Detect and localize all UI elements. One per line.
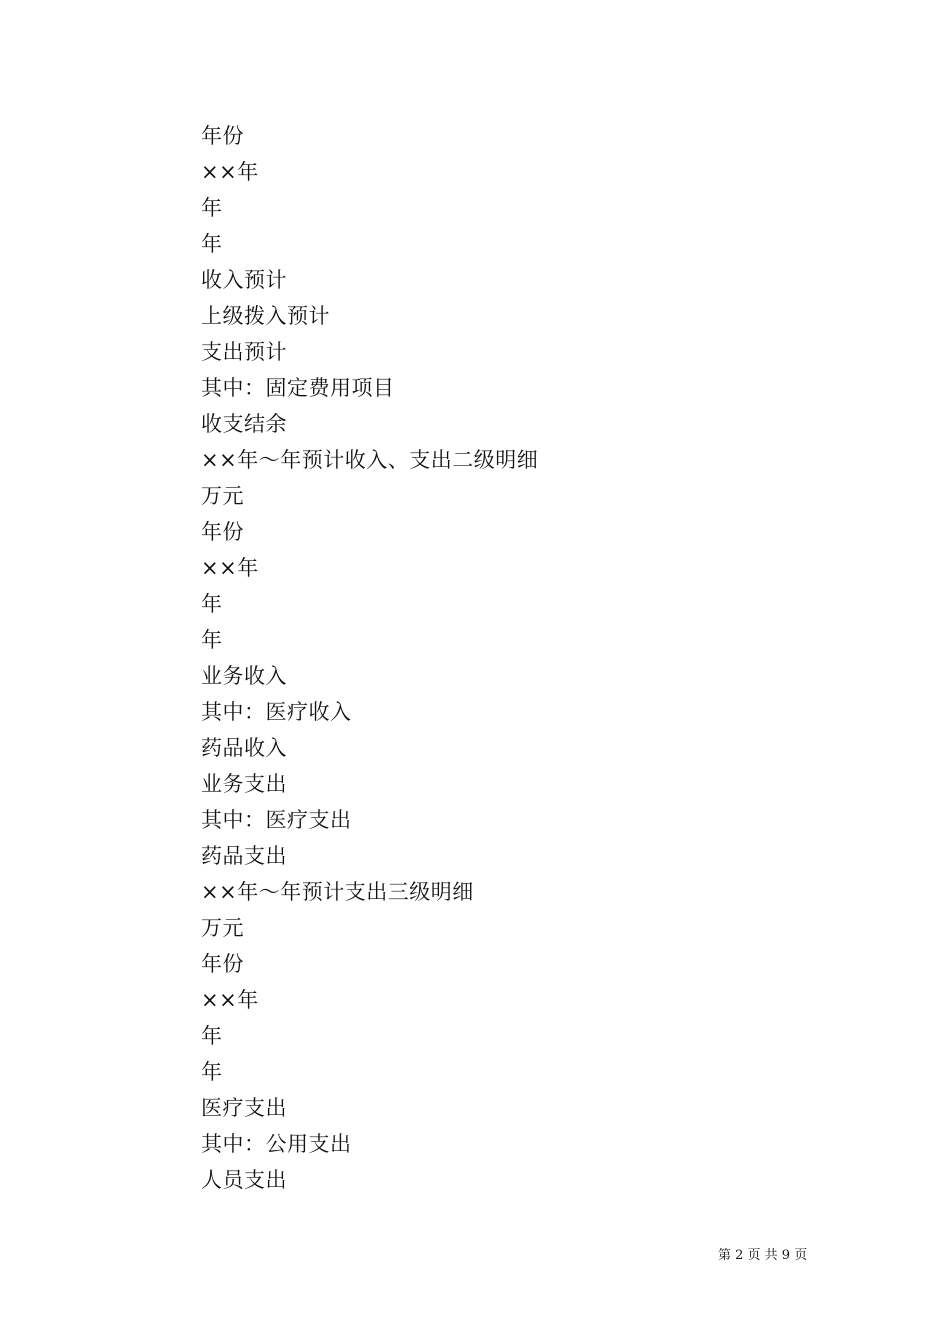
text-line: 医疗支出: [201, 1096, 287, 1120]
text-line: 收支结余: [201, 412, 287, 436]
text-line: 年: [201, 196, 223, 220]
page-number-footer: [718, 1246, 807, 1266]
text-line: 年份: [201, 520, 244, 544]
text-line: 其中：固定费用项目: [201, 376, 395, 400]
unit-label: 万元: [201, 916, 244, 940]
text-line: ××年: [201, 556, 259, 580]
text-line: 其中：公用支出: [201, 1132, 352, 1156]
document-body: [201, 118, 821, 1198]
text-line: 年: [201, 1024, 223, 1048]
text-line: 其中：医疗收入: [201, 700, 352, 724]
text-line: 年: [201, 592, 223, 616]
text-line: ××年: [201, 160, 259, 184]
text-line: 药品支出: [201, 844, 287, 868]
unit-label: 万元: [201, 484, 244, 508]
section-heading: ××年～年预计收入、支出二级明细: [201, 448, 539, 472]
text-line: 收入预计: [201, 268, 287, 292]
text-line: 年: [201, 1060, 223, 1084]
text-line: 业务收入: [201, 664, 287, 688]
text-line: 年: [201, 232, 223, 256]
text-line: 支出预计: [201, 340, 287, 364]
text-line: 药品收入: [201, 736, 287, 760]
text-line: ××年: [201, 988, 259, 1012]
text-line: 业务支出: [201, 772, 287, 796]
text-line: 其中：医疗支出: [201, 808, 352, 832]
page-number-label: 第 2 页 共 9 页: [718, 1248, 808, 1263]
text-line: 年份: [201, 952, 244, 976]
section-heading: ××年～年预计支出三级明细: [201, 880, 474, 904]
text-line: 年: [201, 628, 223, 652]
text-line: 人员支出: [201, 1168, 287, 1192]
text-line: 年份: [201, 124, 244, 148]
text-line: 上级拨入预计: [201, 304, 330, 328]
